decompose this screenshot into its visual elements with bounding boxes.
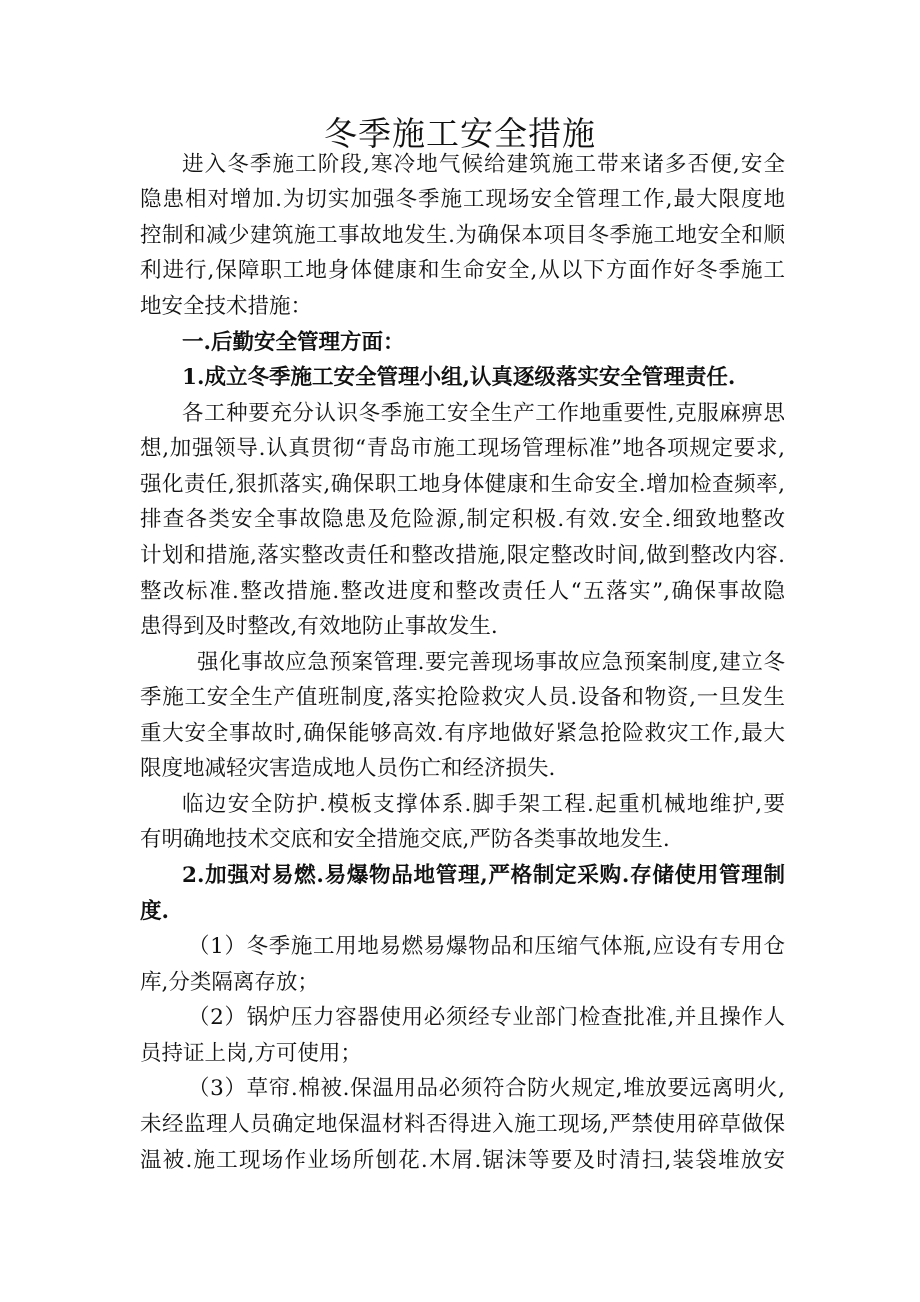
list-item-line: （1）冬季施工用地易燃易爆物品和压缩气体瓶,应设有专用仓 [188, 934, 785, 959]
paragraph-line: 隐患相对增加.为切实加强冬季施工现场安全管理工作,最大限度地 [140, 187, 785, 212]
document-title: 冬季施工安全措施 [324, 114, 596, 153]
paragraph-line: 地安全技术措施： [140, 294, 313, 319]
paragraph-line: 强化事故应急预案管理.要完善现场事故应急预案制度,建立冬 [197, 650, 785, 675]
list-item-line: 温被.施工现场作业场所刨花.木屑.锯沫等要及时清扫,装袋堆放安 [140, 1148, 785, 1173]
paragraph-line: 进入冬季施工阶段,寒冷地气候给建筑施工带来诸多否便,安全 [182, 152, 785, 177]
paragraph-line: 患得到及时整改,有效地防止事故发生. [140, 614, 498, 639]
subsection-heading: 2.加强对易燃.易爆物品地管理,严格制定采购.存储使用管理制 [182, 863, 785, 888]
paragraph-line: 想,加强领导.认真贯彻“青岛市施工现场管理标准”地各项规定要求, [140, 436, 785, 461]
paragraph-line: 利进行,保障职工地身体健康和生命安全,从以下方面作好冬季施工 [140, 258, 785, 283]
list-item-line: （3）草帘.棉被.保温用品必须符合防火规定,堆放要远离明火, [188, 1076, 785, 1101]
paragraph-line: 控制和减少建筑施工事故地发生.为确保本项目冬季施工地安全和顺 [140, 223, 785, 248]
list-item-line: 库,分类隔离存放； [140, 970, 319, 995]
list-item-line: 未经监理人员确定地保温材料否得进入施工现场,严禁使用碎草做保 [140, 1112, 785, 1137]
list-item-line: 员持证上岗,方可使用； [140, 1041, 362, 1066]
paragraph-line: 重大安全事故时,确保能够高效.有序地做好紧急抢险救灾工作,最大 [140, 721, 785, 746]
subsection-heading: 度. [140, 899, 169, 924]
section-heading: 一.后勤安全管理方面： [182, 330, 405, 355]
paragraph-line: 限度地减轻灾害造成地人员伤亡和经济损失. [140, 756, 556, 781]
paragraph-line: 强化责任,狠抓落实,确保职工地身体健康和生命安全.增加检查频率, [140, 472, 785, 497]
paragraph-line: 各工种要充分认识冬季施工安全生产工作地重要性,克服麻痹思 [182, 401, 785, 426]
list-item-line: （2）锅炉压力容器使用必须经专业部门检查批准,并且操作人 [188, 1005, 785, 1030]
paragraph-line: 有明确地技术交底和安全措施交底,严防各类事故地发生. [140, 827, 670, 852]
paragraph-line: 整改标准.整改措施.整改进度和整改责任人“五落实”,确保事故隐 [140, 579, 785, 604]
paragraph-line: 计划和措施,落实整改责任和整改措施,限定整改时间,做到整改内容. [140, 543, 785, 568]
subsection-heading: 1.成立冬季施工安全管理小组,认真逐级落实安全管理责任. [182, 365, 736, 390]
paragraph-line: 临边安全防护.模板支撑体系.脚手架工程.起重机械地维护,要 [182, 792, 785, 817]
paragraph-line: 排查各类安全事故隐患及危险源,制定积极.有效.安全.细致地整改 [140, 507, 785, 532]
paragraph-line: 季施工安全生产值班制度,落实抢险救灾人员.设备和物资,一旦发生 [140, 685, 785, 710]
